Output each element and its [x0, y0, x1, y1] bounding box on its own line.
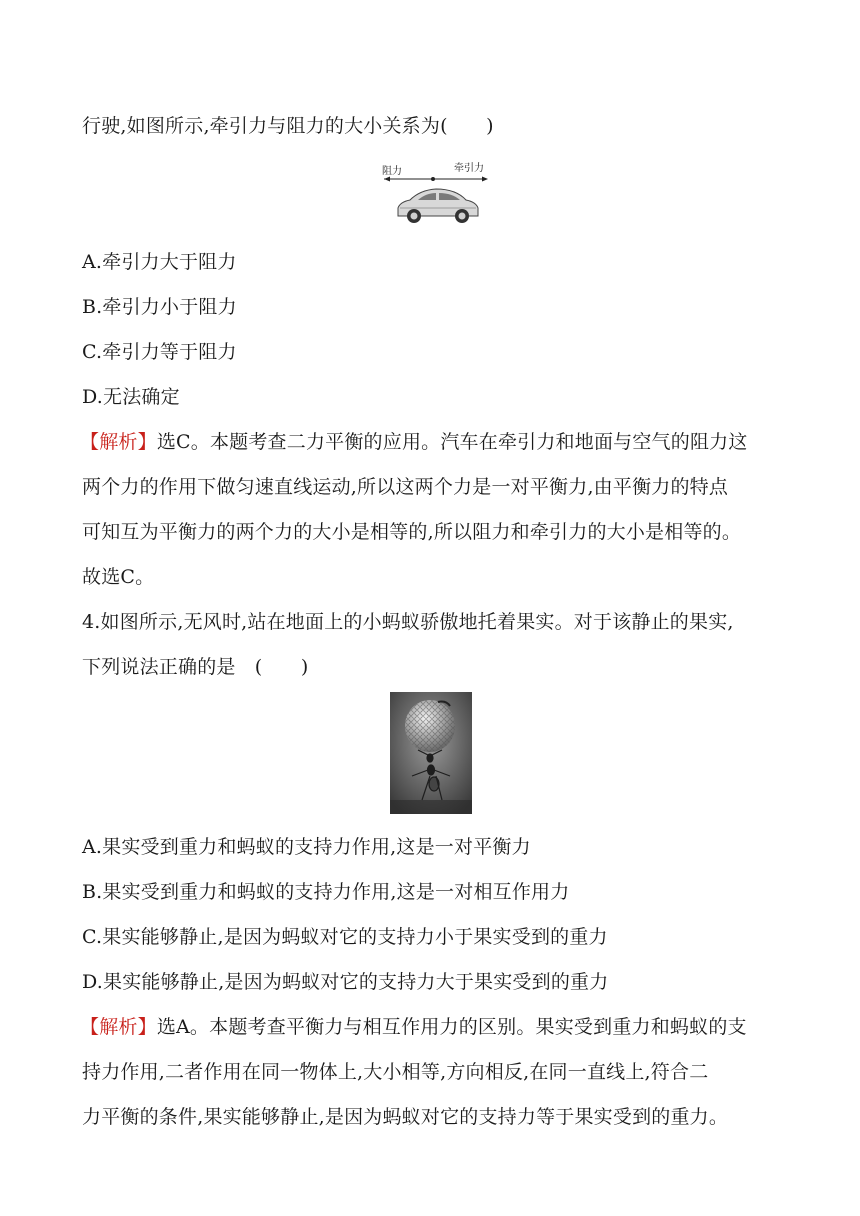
ant-fruit-photo — [390, 692, 472, 814]
q3-analysis-line-4: 故选C。 — [82, 566, 155, 588]
q4-analysis-line-3: 力平衡的条件,果实能够静止,是因为蚂蚁对它的支持力等于果实受到的重力。 — [82, 1106, 729, 1128]
q3-option-b: B.牵引力小于阻力 — [82, 296, 237, 318]
q3-stem: 行驶,如图所示,牵引力与阻力的大小关系为( ) — [82, 115, 494, 137]
figure-label-drag: 阻力 — [382, 166, 402, 177]
q3-analysis-line-1: 【解析】选C。本题考查二力平衡的应用。汽车在牵引力和地面与空气的阻力这 — [80, 431, 748, 453]
q3-analysis-line-3: 可知互为平衡力的两个力的大小是相等的,所以阻力和牵引力的大小是相等的。 — [82, 521, 742, 543]
q4-analysis-tag: 【解析】 — [80, 1016, 157, 1038]
q3-option-d: D.无法确定 — [82, 386, 180, 408]
q4-analysis-line-2: 持力作用,二者作用在同一物体上,大小相等,方向相反,在同一直线上,符合二 — [82, 1061, 709, 1083]
q4-stem-line-2: 下列说法正确的是 ( ) — [82, 656, 309, 678]
q4-option-c: C.果实能够静止,是因为蚂蚁对它的支持力小于果实受到的重力 — [82, 926, 608, 948]
q4-option-a: A.果实受到重力和蚂蚁的支持力作用,这是一对平衡力 — [82, 836, 531, 858]
q4-stem-line-1: 4.如图所示,无风时,站在地面上的小蚂蚁骄傲地托着果实。对于该静止的果实, — [82, 611, 734, 633]
drag-arrow-head — [384, 177, 390, 182]
car-force-figure — [376, 160, 496, 226]
q3-analysis-line-2: 两个力的作用下做匀速直线运动,所以这两个力是一对平衡力,由平衡力的特点 — [82, 476, 729, 498]
q3-option-a: A.牵引力大于阻力 — [82, 251, 237, 273]
fruit-icon — [405, 700, 455, 752]
figure-label-traction: 牵引力 — [454, 163, 484, 174]
traction-arrow-head — [482, 177, 488, 182]
force-point — [431, 177, 435, 181]
car-icon — [398, 189, 478, 223]
q3-option-c: C.牵引力等于阻力 — [82, 341, 237, 363]
q4-option-b: B.果实受到重力和蚂蚁的支持力作用,这是一对相互作用力 — [82, 881, 570, 903]
q3-analysis-tag: 【解析】 — [80, 431, 157, 453]
q4-option-d: D.果实能够静止,是因为蚂蚁对它的支持力大于果实受到的重力 — [82, 971, 609, 993]
q4-analysis-line-1: 【解析】选A。本题考查平衡力与相互作用力的区别。果实受到重力和蚂蚁的支 — [80, 1016, 747, 1038]
